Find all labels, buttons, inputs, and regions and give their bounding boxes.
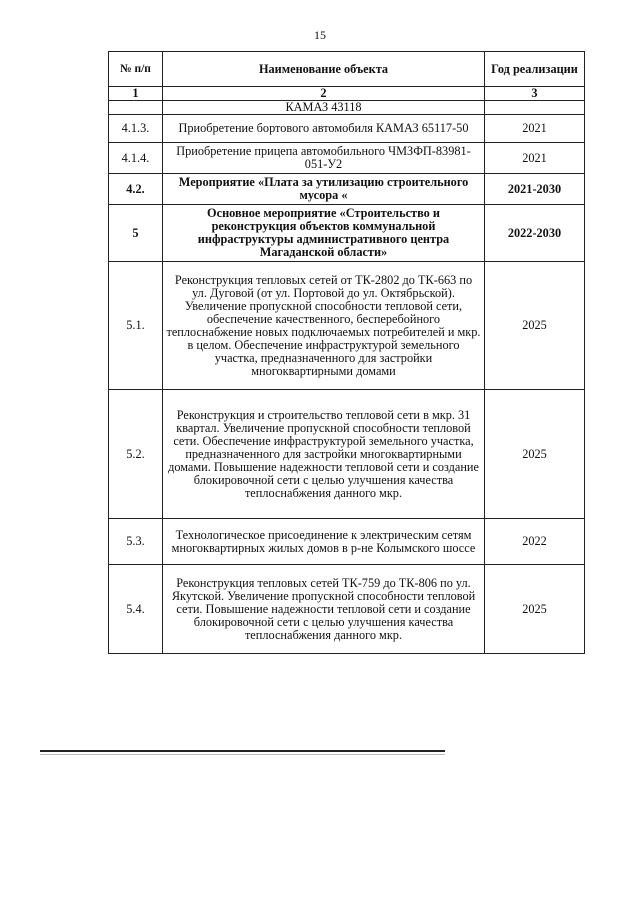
col-index-3: 3 bbox=[485, 87, 585, 101]
row-name: Приобретение прицепа автомобильного ЧМЗФП-83981-051-У2 bbox=[163, 143, 485, 174]
row-name: Мероприятие «Плата за утилизацию строительного мусора « bbox=[163, 174, 485, 205]
row-name: КАМАЗ 43118 bbox=[163, 101, 485, 115]
row-num bbox=[109, 101, 163, 115]
row-num: 4.1.3. bbox=[109, 115, 163, 143]
table-row bbox=[109, 174, 585, 205]
table-row bbox=[109, 101, 585, 115]
table-row bbox=[109, 565, 585, 654]
row-name: Реконструкция тепловых сетей от ТК-2802 до ТК-663 по ул. Дуговой (от ул. Портовой до ул. Октябрьской). Увеличение пропускной способности тепловой сети, обеспечение качественного, бесперебойного теплоснабжение новых подключаемых потребителей и мкр. в целом. Обеспечение инфраструктурой земельного участка, предназначенного для застройки многоквартирными домами bbox=[163, 262, 485, 390]
col-index-2: 2 bbox=[163, 87, 485, 101]
col-index-1: 1 bbox=[109, 87, 163, 101]
row-year bbox=[485, 101, 585, 115]
row-name: Технологическое присоединение к электрическим сетям многоквартирных жилых домов в р-не Колымского шоссе bbox=[163, 519, 485, 565]
table-header-row bbox=[109, 52, 585, 87]
header-year: Год реализации bbox=[485, 52, 585, 87]
row-year: 2025 bbox=[485, 390, 585, 519]
table-row bbox=[109, 390, 585, 519]
table-row bbox=[109, 143, 585, 174]
row-year: 2025 bbox=[485, 262, 585, 390]
header-num: № п/п bbox=[109, 52, 163, 87]
row-num: 5.1. bbox=[109, 262, 163, 390]
page-number: 15 bbox=[314, 28, 326, 42]
row-num: 5.3. bbox=[109, 519, 163, 565]
row-num: 4.1.4. bbox=[109, 143, 163, 174]
row-year: 2021-2030 bbox=[485, 174, 585, 205]
row-num: 4.2. bbox=[109, 174, 163, 205]
row-num: 5.2. bbox=[109, 390, 163, 519]
row-year: 2022 bbox=[485, 519, 585, 565]
table-row bbox=[109, 262, 585, 390]
row-name: Реконструкция тепловых сетей ТК-759 до ТК-806 по ул. Якутской. Увеличение пропускной способности тепловой сети. Повышение надежности тепловой сети и создание блокировочной сети с целью улучшения качества теплоснабжения данного мкр. bbox=[163, 565, 485, 654]
row-year: 2022-2030 bbox=[485, 205, 585, 262]
header-name: Наименование объекта bbox=[163, 52, 485, 87]
row-name: Приобретение бортового автомобиля КАМАЗ 65117-50 bbox=[163, 115, 485, 143]
table-row bbox=[109, 205, 585, 262]
row-num: 5.4. bbox=[109, 565, 163, 654]
footnote-divider bbox=[40, 750, 445, 752]
row-year: 2025 bbox=[485, 565, 585, 654]
row-name: Основное мероприятие «Строительство и реконструкция объектов коммунальной инфраструктуры административного центра Магаданской области» bbox=[163, 205, 485, 262]
row-num: 5 bbox=[109, 205, 163, 262]
row-year: 2021 bbox=[485, 143, 585, 174]
column-index-row bbox=[109, 87, 585, 101]
table-row bbox=[109, 519, 585, 565]
row-name: Реконструкция и строительство тепловой сети в мкр. 31 квартал. Увеличение пропускной способности тепловой сети. Обеспечение инфраструктурой земельного участка, предназначенного для застройки многоквартирными домами. Повышение надежности тепловой сети и создание блокировочной сети с целью улучшения качества теплоснабжения данного мкр. bbox=[163, 390, 485, 519]
table-row bbox=[109, 115, 585, 143]
objects-table bbox=[108, 51, 585, 654]
row-year: 2021 bbox=[485, 115, 585, 143]
